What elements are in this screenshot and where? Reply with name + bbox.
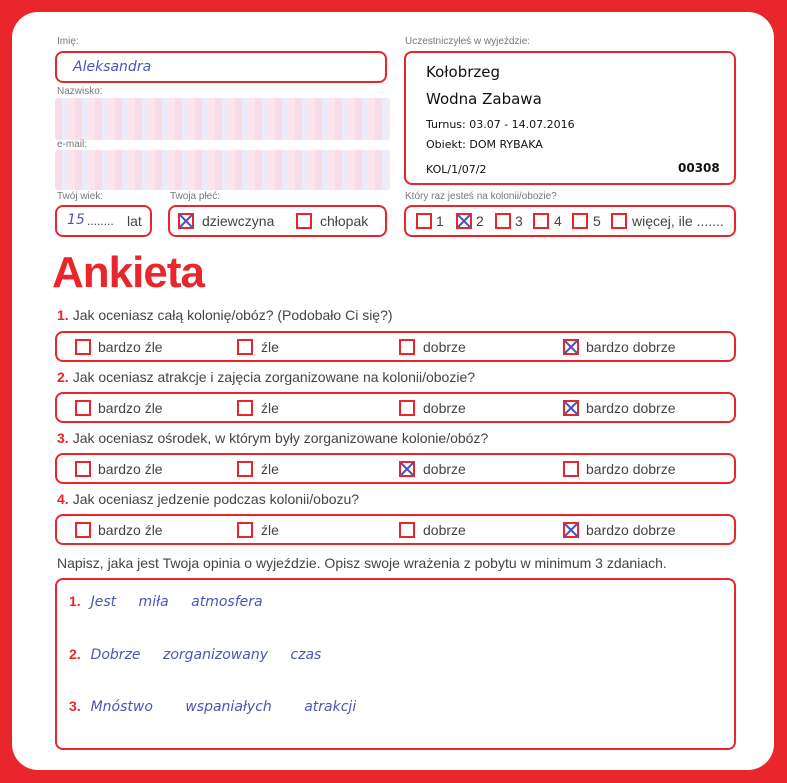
q3-option-dobrze[interactable] — [399, 461, 415, 477]
question-2-text: Jak oceniasz atrakcje i zajęcia zorganizowane na kolonii/obozie? — [72, 369, 476, 385]
camp-number: 00308 — [678, 161, 720, 175]
question-2-number: 2. — [57, 369, 69, 385]
question-2-options — [55, 392, 736, 423]
survey-title: Ankieta — [52, 248, 204, 297]
question-1-number: 1. — [57, 307, 69, 323]
q2-option-bardzo-dobrze[interactable] — [563, 400, 579, 416]
times-more-checkbox[interactable] — [611, 213, 627, 229]
q1-label-zle: źle — [261, 339, 279, 355]
times-2-checkbox[interactable] — [456, 213, 472, 229]
opinion-textarea[interactable] — [55, 578, 736, 750]
camp-name: Wodna Zabawa — [426, 90, 542, 108]
q1-label-bardzo-zle: bardzo źle — [98, 339, 163, 355]
camp-city: Kołobrzeg — [426, 63, 501, 81]
times-5-label: 5 — [593, 213, 601, 229]
gender-female-checkbox[interactable] — [178, 213, 194, 229]
gender-field — [168, 205, 387, 237]
camp-turnus: Turnus: 03.07 - 14.07.2016 — [426, 118, 575, 131]
opinion-answer-1-number: 1. — [69, 593, 81, 609]
q1-label-dobrze: dobrze — [423, 339, 466, 355]
camp-label: Uczestniczyłeś w wyjeździe: — [405, 36, 531, 47]
surname-label: Nazwisko: — [57, 86, 103, 97]
q4-option-zle[interactable] — [237, 522, 253, 538]
name-label: Imię: — [57, 36, 79, 47]
age-value: 15 — [67, 212, 85, 228]
q1-option-bardzo-dobrze[interactable] — [563, 339, 579, 355]
q2-label-zle: źle — [261, 400, 279, 416]
surname-redacted — [55, 98, 390, 140]
question-4-text: Jak oceniasz jedzenie podczas kolonii/obozu? — [72, 491, 360, 507]
opinion-answer-3 — [69, 698, 356, 715]
times-more-label: więcej, ile ....... — [632, 213, 724, 229]
age-label: Twój wiek: — [57, 191, 104, 202]
q3-label-bardzo-zle: bardzo źle — [98, 461, 163, 477]
times-1-checkbox[interactable] — [416, 213, 432, 229]
q2-label-dobrze: dobrze — [423, 400, 466, 416]
question-4-number: 4. — [57, 491, 69, 507]
times-5-checkbox[interactable] — [572, 213, 588, 229]
q2-option-zle[interactable] — [237, 400, 253, 416]
name-field[interactable] — [55, 51, 387, 83]
q4-label-dobrze: dobrze — [423, 522, 466, 538]
age-unit: lat — [127, 213, 142, 229]
opinion-prompt: Napisz, jaka jest Twoja opinia o wyjeździe. Opisz swoje wrażenia z pobytu w minimum 3 zdaniach. — [57, 555, 667, 571]
gender-male-checkbox[interactable] — [296, 213, 312, 229]
email-label: e-mail: — [57, 139, 88, 150]
question-3-number: 3. — [57, 430, 69, 446]
q3-label-dobrze: dobrze — [423, 461, 466, 477]
question-3 — [57, 430, 488, 446]
q1-option-zle[interactable] — [237, 339, 253, 355]
gender-label: Twoja płeć: — [170, 191, 221, 202]
q4-option-bardzo-dobrze[interactable] — [563, 522, 579, 538]
q4-label-bardzo-zle: bardzo źle — [98, 522, 163, 538]
age-dots: ........ — [87, 214, 114, 228]
opinion-answer-1 — [69, 593, 263, 610]
question-1-options — [55, 331, 736, 362]
opinion-answer-2 — [69, 646, 321, 663]
gender-female-label: dziewczyna — [202, 213, 275, 229]
q3-label-zle: źle — [261, 461, 279, 477]
age-field[interactable] — [55, 205, 152, 237]
question-4-options — [55, 514, 736, 545]
camp-obiekt: Obiekt: DOM RYBAKA — [426, 138, 543, 151]
q1-option-bardzo-zle[interactable] — [75, 339, 91, 355]
q3-option-zle[interactable] — [237, 461, 253, 477]
email-redacted — [55, 150, 390, 190]
times-4-label: 4 — [554, 213, 562, 229]
times-4-checkbox[interactable] — [533, 213, 549, 229]
q4-option-bardzo-zle[interactable] — [75, 522, 91, 538]
q2-label-bardzo-dobrze: bardzo dobrze — [586, 400, 676, 416]
opinion-answer-2-text: Dobrze zorganizowany czas — [90, 647, 322, 663]
q4-label-bardzo-dobrze: bardzo dobrze — [586, 522, 676, 538]
opinion-answer-2-number: 2. — [69, 646, 81, 662]
question-4 — [57, 491, 359, 507]
question-3-text: Jak oceniasz ośrodek, w którym były zorganizowane kolonie/obóz? — [72, 430, 489, 446]
times-3-label: 3 — [515, 213, 523, 229]
name-value: Aleksandra — [73, 59, 152, 75]
opinion-answer-3-text: Mnóstwo wspaniałych atrakcji — [90, 699, 357, 715]
q2-option-dobrze[interactable] — [399, 400, 415, 416]
camp-card — [404, 51, 736, 185]
q3-label-bardzo-dobrze: bardzo dobrze — [586, 461, 676, 477]
q2-label-bardzo-zle: bardzo źle — [98, 400, 163, 416]
times-3-checkbox[interactable] — [495, 213, 511, 229]
camp-code: KOL/1/07/2 — [426, 163, 487, 176]
q3-option-bardzo-dobrze[interactable] — [563, 461, 579, 477]
times-1-label: 1 — [436, 213, 444, 229]
question-2 — [57, 369, 475, 385]
question-1-text: Jak oceniasz całą kolonię/obóz? (Podobało Ci się?) — [72, 307, 393, 323]
opinion-answer-1-text: Jest miła atmosfera — [90, 594, 263, 610]
times-label: Który raz jesteś na kolonii/obozie? — [405, 191, 557, 202]
q1-label-bardzo-dobrze: bardzo dobrze — [586, 339, 676, 355]
question-3-options — [55, 453, 736, 484]
q4-label-zle: źle — [261, 522, 279, 538]
q1-option-dobrze[interactable] — [399, 339, 415, 355]
opinion-answer-3-number: 3. — [69, 698, 81, 714]
times-2-label: 2 — [476, 213, 484, 229]
question-1 — [57, 307, 393, 323]
times-field — [404, 205, 736, 237]
q3-option-bardzo-zle[interactable] — [75, 461, 91, 477]
gender-male-label: chłopak — [320, 213, 369, 229]
q2-option-bardzo-zle[interactable] — [75, 400, 91, 416]
q4-option-dobrze[interactable] — [399, 522, 415, 538]
